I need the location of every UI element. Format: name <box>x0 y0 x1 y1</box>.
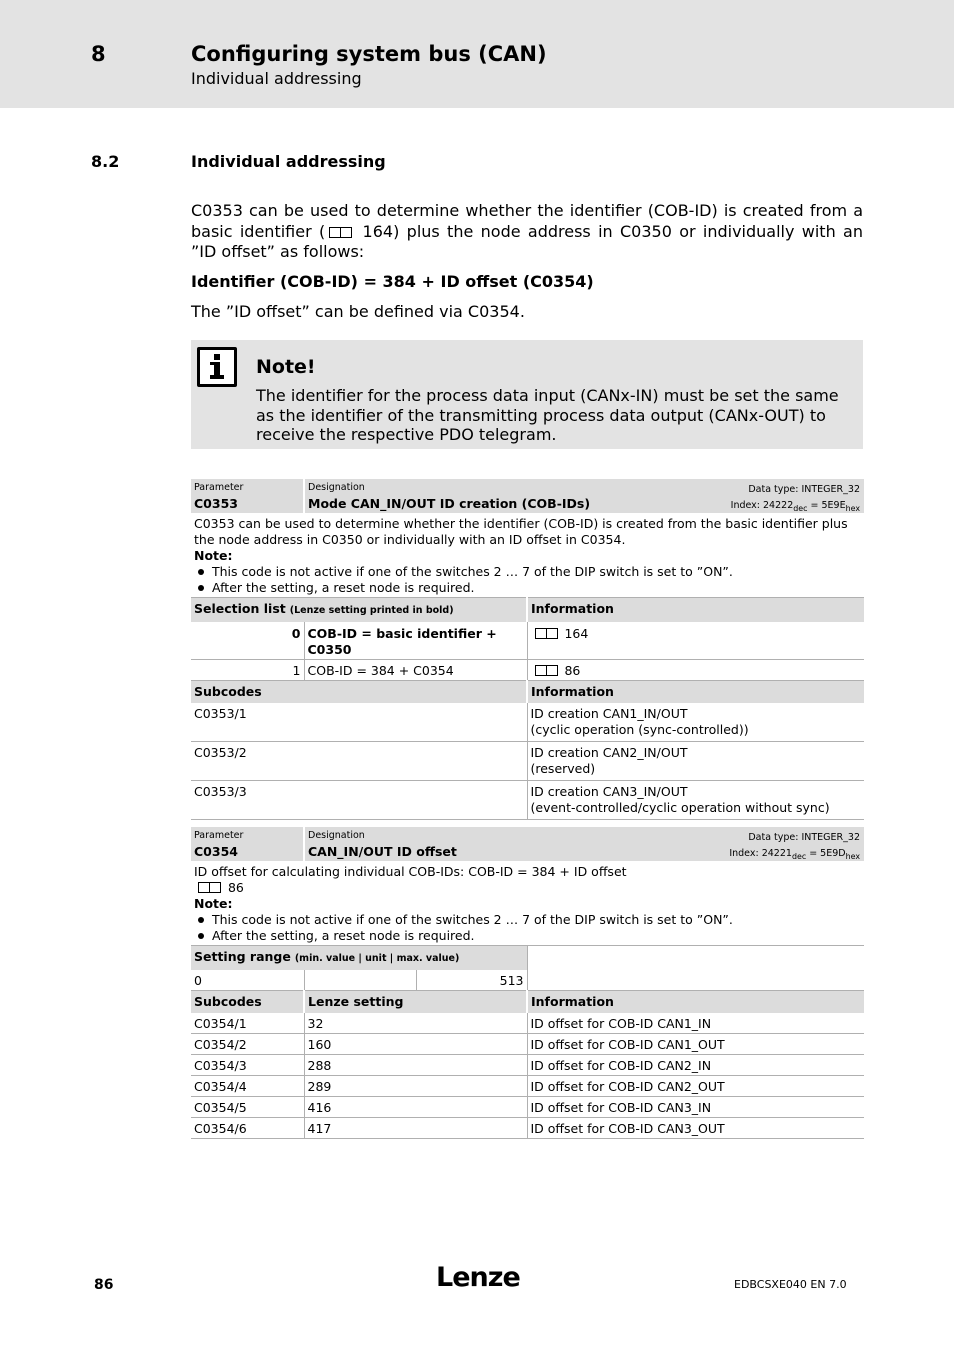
book-icon <box>197 882 221 893</box>
selection-value: 0 <box>191 622 304 660</box>
param-label: Parameter <box>194 830 244 841</box>
setting-range-header-row <box>191 946 864 971</box>
page-reference: 164 <box>564 626 589 641</box>
subcodes-label: Subcodes <box>191 991 304 1014</box>
subcode-row <box>191 1034 864 1055</box>
subcode: C0354/1 <box>191 1013 304 1034</box>
selection-value: 1 <box>191 660 304 681</box>
offset-paragraph: The ”ID offset” can be defined via C0354. <box>191 302 525 321</box>
max-value: 513 <box>416 970 527 991</box>
subcode-info: ID offset for COB-ID CAN2_OUT <box>530 1079 725 1094</box>
bullet-item: This code is not active if one of the switches 2 … 7 of the DIP switch is set to ”ON”. <box>194 912 861 928</box>
subcode-info: ID offset for COB-ID CAN2_IN <box>530 1058 712 1073</box>
subcode-info: ID offset for COB-ID CAN1_IN <box>530 1016 712 1031</box>
lenze-setting-label: Lenze setting <box>304 991 527 1014</box>
subcode: C0354/3 <box>191 1055 304 1076</box>
data-type <box>731 482 860 517</box>
index-b: = 5E9E <box>807 500 846 511</box>
param-code: C0354 <box>194 844 238 859</box>
lenze-setting: 289 <box>304 1076 527 1097</box>
index-dec: dec <box>791 851 807 861</box>
note-text: The identifier for the process data input (CANx-IN) must be set the same as the identifier of the transmitting process data output (CANx-OUT) to receive the respective PDO telegram. <box>256 386 839 444</box>
selection-text: COB-ID = basic identifier + C0350 <box>304 622 527 660</box>
selection-text: COB-ID = 384 + C0354 <box>304 660 527 681</box>
description: C0353 can be used to determine whether the identifier (COB-ID) is created from the basic identifier plus the node address in C0350 or individually with an ID offset in C0354. <box>194 516 848 547</box>
bullet-item: This code is not active if one of the switches 2 … 7 of the DIP switch is set to ”ON”. <box>194 564 861 580</box>
page-reference: 86 <box>227 880 244 895</box>
subcode-row <box>191 781 864 820</box>
page-header <box>0 0 954 108</box>
lenze-setting: 32 <box>304 1013 527 1034</box>
intro-text-b: 164) plus the node address in C0350 or individually with an ”ID offset” as follows: <box>191 221 863 261</box>
subcode-info-detail: (cyclic operation (sync-controlled)) <box>530 722 749 737</box>
setting-range-note: (min. value | unit | max. value) <box>294 953 460 964</box>
subcode-row <box>191 742 864 781</box>
designation: CAN_IN/OUT ID offset <box>308 844 457 859</box>
subcode-row <box>191 703 864 742</box>
subcode-info: ID creation CAN3_IN/OUT <box>530 784 688 799</box>
bullet-item: After the setting, a reset node is required. <box>194 580 861 596</box>
index-b: = 5E9D <box>806 848 846 859</box>
subcode-row <box>191 1013 864 1034</box>
page-reference: 86 <box>564 663 581 678</box>
subcode: C0353/2 <box>191 742 527 781</box>
lenze-setting: 160 <box>304 1034 527 1055</box>
data-type-text: Data type: INTEGER_32 <box>748 484 860 495</box>
designation-label: Designation <box>308 830 365 841</box>
index-a: Index: 24221 <box>729 848 792 859</box>
chapter-subtitle: Individual addressing <box>191 69 362 88</box>
document-id: EDBCSXE040 EN 7.0 <box>734 1278 847 1291</box>
info-icon <box>197 347 237 387</box>
parameter-table-c0354 <box>191 827 864 1139</box>
min-value: 0 <box>191 970 304 991</box>
data-type-text: Data type: INTEGER_32 <box>748 832 860 843</box>
subcode-info: ID creation CAN1_IN/OUT <box>530 706 688 721</box>
parameter-table-c0353 <box>191 479 864 820</box>
index-a: Index: 24222 <box>730 500 794 511</box>
designation: Mode CAN_IN/OUT ID creation (COB-IDs) <box>308 496 591 511</box>
note-label: Note: <box>194 548 233 563</box>
param-label: Parameter <box>194 482 244 493</box>
book-icon <box>534 665 558 676</box>
book-icon <box>534 628 558 639</box>
index-text <box>731 498 860 517</box>
subcode-info-detail: (event-controlled/cyclic operation without sync) <box>530 800 830 815</box>
note-label: Note: <box>194 896 233 911</box>
lenze-setting: 417 <box>304 1118 527 1139</box>
data-type <box>729 830 860 865</box>
note-box <box>191 340 863 449</box>
subcode: C0354/2 <box>191 1034 304 1055</box>
lenze-setting: 416 <box>304 1097 527 1118</box>
chapter-title: Configuring system bus (CAN) <box>191 42 547 66</box>
subcode-info: ID offset for COB-ID CAN1_OUT <box>530 1037 725 1052</box>
index-hex: hex <box>845 503 860 513</box>
formula: Identifier (COB-ID) = 384 + ID offset (C0354) <box>191 272 594 291</box>
page-number: 86 <box>94 1277 114 1293</box>
setting-range-label: Setting range <box>194 949 291 964</box>
selection-row <box>191 660 864 681</box>
subcode: C0353/3 <box>191 781 527 820</box>
note-title: Note! <box>256 356 316 378</box>
section-title: Individual addressing <box>191 152 386 171</box>
subcode: C0354/5 <box>191 1097 304 1118</box>
table-header-row <box>191 479 864 513</box>
section-number: 8.2 <box>91 152 120 171</box>
selection-list-note: (Lenze setting printed in bold) <box>289 605 454 616</box>
description-row <box>191 513 864 598</box>
subcodes-label: Subcodes <box>191 681 527 704</box>
subcode-row <box>191 1076 864 1097</box>
lenze-setting: 288 <box>304 1055 527 1076</box>
designation-label: Designation <box>308 482 365 493</box>
unit <box>304 970 416 991</box>
subcode: C0354/4 <box>191 1076 304 1097</box>
intro-paragraph <box>191 201 863 263</box>
lenze-logo: Lenze <box>436 1262 520 1293</box>
subcode-row <box>191 1055 864 1076</box>
subcode-row <box>191 1118 864 1139</box>
intro-text-a: C0353 can be used to determine whether the identifier (COB-ID) is created from a basic identifier ( <box>191 201 863 241</box>
subcode: C0354/6 <box>191 1118 304 1139</box>
subcodes-header-row <box>191 681 864 704</box>
subcode-row <box>191 1097 864 1118</box>
subcode: C0353/1 <box>191 703 527 742</box>
index-hex: hex <box>845 851 860 861</box>
subcode-info: ID creation CAN2_IN/OUT <box>530 745 688 760</box>
table-header-row <box>191 827 864 861</box>
chapter-number: 8 <box>91 42 106 66</box>
information-label: Information <box>531 994 614 1009</box>
subcodes-header-row <box>191 991 864 1014</box>
index-text <box>729 846 860 865</box>
description: ID offset for calculating individual COB-IDs: COB-ID = 384 + ID offset <box>194 864 627 879</box>
information-label: Information <box>531 684 614 699</box>
subcode-info: ID offset for COB-ID CAN3_OUT <box>530 1121 725 1136</box>
selection-row <box>191 622 864 660</box>
subcode-info-detail: (reserved) <box>530 761 596 776</box>
information-label: Information <box>531 601 614 616</box>
bullet-item: After the setting, a reset node is required. <box>194 928 861 944</box>
book-icon <box>328 227 352 238</box>
subcode-info: ID offset for COB-ID CAN3_IN <box>530 1100 712 1115</box>
selection-list-label: Selection list <box>194 601 286 616</box>
param-code: C0353 <box>194 496 238 511</box>
selection-header-row <box>191 598 864 623</box>
description-row <box>191 861 864 946</box>
index-dec: dec <box>793 503 808 513</box>
